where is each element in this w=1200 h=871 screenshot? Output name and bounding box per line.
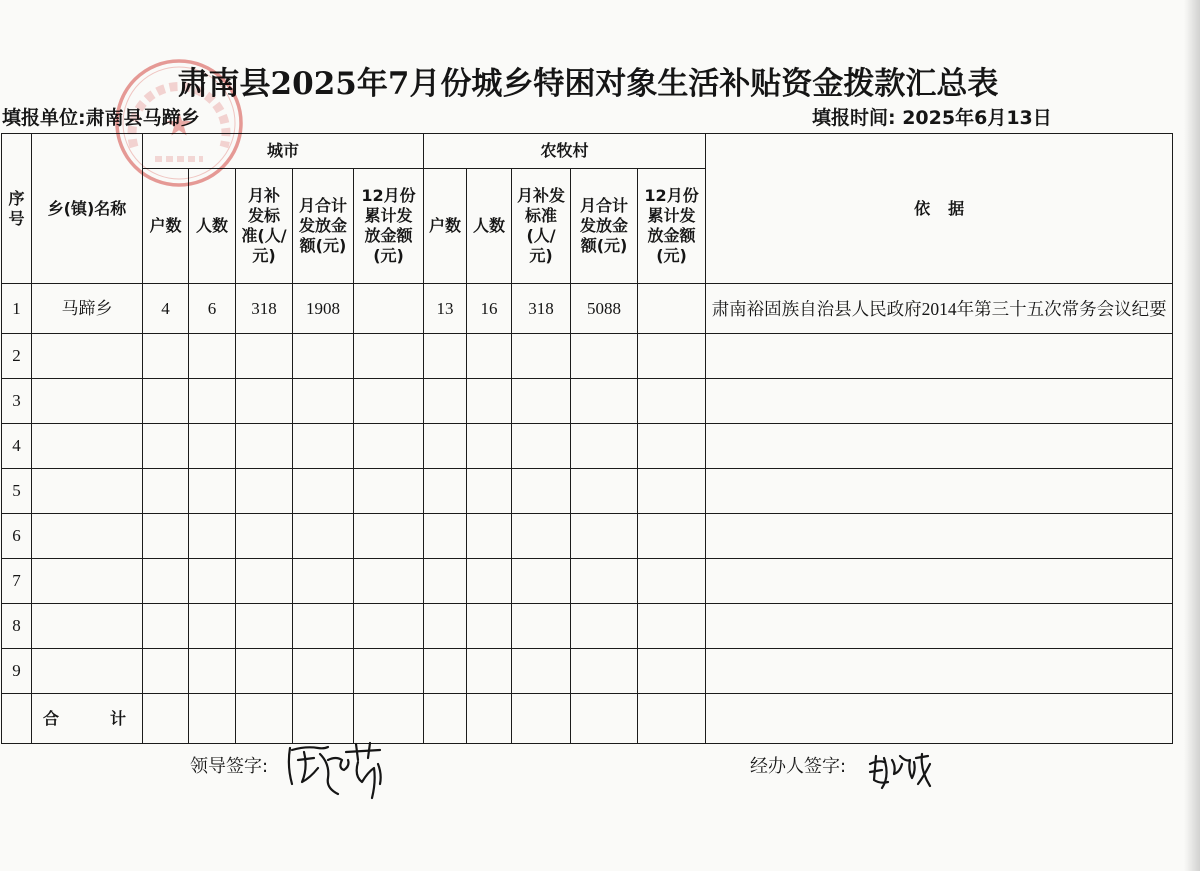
- cell-rural-people: [467, 424, 512, 469]
- cell-city-households: [143, 559, 189, 604]
- cell-basis: [706, 469, 1173, 514]
- cell-rural-cumulative-total: [638, 284, 706, 334]
- cell-city-people: [189, 379, 236, 424]
- scan-edge-shadow: [1184, 0, 1200, 871]
- total-city-households: [143, 694, 189, 744]
- leader-handwritten-signature: [284, 738, 389, 800]
- header-city-monthly-standard-label: 月补发标准(人/元): [241, 186, 287, 265]
- cell-town-name: [32, 334, 143, 379]
- cell-rural-monthly-total: [571, 559, 638, 604]
- cell-rural-monthly-total: [571, 514, 638, 559]
- cell-city-people: 6: [189, 284, 236, 334]
- cell-basis: [706, 559, 1173, 604]
- cell-rural-monthly-standard: [512, 334, 571, 379]
- header-city-cumulative-total-label: 12月份累计发放金额(元): [361, 186, 416, 265]
- header-rural-monthly-standard-label: 月补发标准(人/元): [517, 186, 566, 265]
- header-rural-monthly-total-label: 月合计发放金额(元): [580, 196, 629, 255]
- cell-town-name: [32, 514, 143, 559]
- cell-city-monthly-total: [293, 649, 354, 694]
- cell-town-name: [32, 649, 143, 694]
- cell-city-households: 4: [143, 284, 189, 334]
- cell-rural-monthly-total: [571, 469, 638, 514]
- cell-city-monthly-standard: [236, 379, 293, 424]
- cell-city-people: [189, 469, 236, 514]
- cell-rural-monthly-total: [571, 649, 638, 694]
- cell-rural-people: [467, 559, 512, 604]
- cell-city-cumulative-total: [354, 559, 424, 604]
- cell-basis: [706, 604, 1173, 649]
- cell-basis: [706, 649, 1173, 694]
- cell-city-monthly-total: [293, 334, 354, 379]
- cell-rural-people: [467, 514, 512, 559]
- cell-rural-monthly-standard: [512, 604, 571, 649]
- header-group-rural: 农牧村: [424, 134, 706, 169]
- cell-rural-cumulative-total: [638, 559, 706, 604]
- cell-city-households: [143, 334, 189, 379]
- cell-city-cumulative-total: [354, 649, 424, 694]
- cell-city-people: [189, 649, 236, 694]
- cell-city-households: [143, 604, 189, 649]
- cell-city-cumulative-total: [354, 469, 424, 514]
- cell-rural-monthly-total: [571, 604, 638, 649]
- header-city-cumulative-total: [354, 169, 424, 284]
- cell-seq: 2: [2, 334, 32, 379]
- total-city-monthly-total: [293, 694, 354, 744]
- cell-city-monthly-total: [293, 424, 354, 469]
- total-label-cell: [32, 694, 143, 744]
- table-row: [2, 424, 1173, 469]
- total-seq-cell: [2, 694, 32, 744]
- cell-city-monthly-total: [293, 514, 354, 559]
- cell-city-people: [189, 604, 236, 649]
- header-city-households: 户数: [143, 169, 189, 284]
- cell-city-cumulative-total: [354, 424, 424, 469]
- cell-city-people: [189, 559, 236, 604]
- cell-city-households: [143, 379, 189, 424]
- cell-rural-monthly-total: [571, 379, 638, 424]
- cell-basis: [706, 514, 1173, 559]
- official-seal-stamp: [113, 55, 245, 193]
- cell-city-monthly-standard: [236, 514, 293, 559]
- handler-signature-label: 经办人签字:: [750, 756, 847, 777]
- cell-rural-households: [424, 379, 467, 424]
- cell-city-households: [143, 424, 189, 469]
- cell-rural-households: [424, 649, 467, 694]
- cell-city-monthly-standard: [236, 334, 293, 379]
- cell-rural-monthly-standard: [512, 559, 571, 604]
- cell-rural-monthly-standard: 318: [512, 284, 571, 334]
- cell-rural-monthly-standard: [512, 514, 571, 559]
- cell-seq: 3: [2, 379, 32, 424]
- total-city-people: [189, 694, 236, 744]
- reporting-date: 填报时间: 2025年6月13日: [812, 107, 1052, 129]
- cell-city-monthly-standard: [236, 604, 293, 649]
- header-seq-label: 序号: [8, 188, 25, 228]
- cell-city-people: [189, 514, 236, 559]
- header-rural-monthly-standard: [512, 169, 571, 284]
- cell-seq: 8: [2, 604, 32, 649]
- header-city-monthly-total-label: 月合计发放金额(元): [298, 196, 347, 255]
- cell-rural-households: [424, 559, 467, 604]
- total-city-monthly-standard: [236, 694, 293, 744]
- cell-rural-households: [424, 514, 467, 559]
- cell-city-households: [143, 469, 189, 514]
- header-basis-label: 依据: [914, 198, 983, 218]
- cell-seq: 4: [2, 424, 32, 469]
- header-town-name-label: 乡(镇)名称: [47, 198, 127, 218]
- cell-rural-cumulative-total: [638, 424, 706, 469]
- header-rural-people: 人数: [467, 169, 512, 284]
- table-row: [2, 469, 1173, 514]
- cell-rural-cumulative-total: [638, 379, 706, 424]
- cell-city-monthly-total: [293, 379, 354, 424]
- table-row: [2, 604, 1173, 649]
- cell-rural-households: [424, 604, 467, 649]
- cell-city-people: [189, 424, 236, 469]
- header-basis: [706, 134, 1173, 284]
- cell-rural-monthly-standard: [512, 424, 571, 469]
- cell-town-name: [32, 559, 143, 604]
- table-row: [2, 379, 1173, 424]
- cell-city-monthly-total: [293, 604, 354, 649]
- total-city-cumulative-total: [354, 694, 424, 744]
- reporting-unit: 填报单位:肃南县马蹄乡: [2, 107, 200, 129]
- cell-city-monthly-total: 1908: [293, 284, 354, 334]
- cell-basis: [706, 379, 1173, 424]
- cell-city-cumulative-total: [354, 379, 424, 424]
- header-rural-cumulative-total: [638, 169, 706, 284]
- cell-rural-cumulative-total: [638, 604, 706, 649]
- table-row: [2, 284, 1173, 334]
- cell-seq: 9: [2, 649, 32, 694]
- table-row: [2, 334, 1173, 379]
- cell-rural-people: [467, 379, 512, 424]
- cell-rural-monthly-total: [571, 424, 638, 469]
- cell-city-cumulative-total: [354, 604, 424, 649]
- total-rural-monthly-total: [571, 694, 638, 744]
- header-group-city: 城市: [143, 134, 424, 169]
- header-rural-households: 户数: [424, 169, 467, 284]
- cell-seq: 1: [2, 284, 32, 334]
- handler-handwritten-signature: [866, 750, 934, 792]
- cell-rural-people: 16: [467, 284, 512, 334]
- total-basis: [706, 694, 1173, 744]
- cell-rural-monthly-standard: [512, 379, 571, 424]
- cell-city-monthly-standard: [236, 559, 293, 604]
- cell-city-monthly-standard: [236, 424, 293, 469]
- table-row: [2, 514, 1173, 559]
- cell-rural-households: [424, 334, 467, 379]
- cell-rural-monthly-total: 5088: [571, 284, 638, 334]
- table-row: [2, 559, 1173, 604]
- cell-rural-monthly-standard: [512, 649, 571, 694]
- cell-city-cumulative-total: [354, 334, 424, 379]
- cell-city-people: [189, 334, 236, 379]
- cell-seq: 5: [2, 469, 32, 514]
- cell-city-cumulative-total: [354, 284, 424, 334]
- cell-city-monthly-standard: [236, 649, 293, 694]
- cell-town-name: 马蹄乡: [32, 284, 143, 334]
- cell-basis: [706, 334, 1173, 379]
- cell-city-monthly-standard: [236, 469, 293, 514]
- total-rural-monthly-standard: [512, 694, 571, 744]
- cell-basis: 肃南裕固族自治县人民政府2014年第三十五次常务会议纪要: [706, 284, 1173, 334]
- cell-basis: [706, 424, 1173, 469]
- cell-city-monthly-standard: 318: [236, 284, 293, 334]
- total-rural-people: [467, 694, 512, 744]
- cell-seq: 7: [2, 559, 32, 604]
- cell-rural-cumulative-total: [638, 469, 706, 514]
- header-city-monthly-total: [293, 169, 354, 284]
- cell-rural-households: 13: [424, 284, 467, 334]
- header-seq: [2, 134, 32, 284]
- cell-rural-monthly-standard: [512, 469, 571, 514]
- cell-town-name: [32, 379, 143, 424]
- leader-signature-label: 领导签字:: [190, 756, 269, 777]
- cell-rural-people: [467, 469, 512, 514]
- cell-town-name: [32, 604, 143, 649]
- cell-rural-cumulative-total: [638, 514, 706, 559]
- cell-city-households: [143, 649, 189, 694]
- cell-seq: 6: [2, 514, 32, 559]
- cell-city-households: [143, 514, 189, 559]
- allowance-summary-table: [1, 133, 1173, 744]
- table-row: [2, 649, 1173, 694]
- cell-rural-people: [467, 334, 512, 379]
- cell-rural-households: [424, 424, 467, 469]
- cell-town-name: [32, 424, 143, 469]
- document-title: 肃南县2025年7月份城乡特困对象生活补贴资金拨款汇总表: [177, 66, 999, 102]
- total-row: [2, 694, 1173, 744]
- header-city-people: 人数: [189, 169, 236, 284]
- cell-rural-people: [467, 649, 512, 694]
- total-rural-cumulative-total: [638, 694, 706, 744]
- total-label: 合计: [43, 708, 126, 728]
- header-rural-monthly-total: [571, 169, 638, 284]
- cell-city-monthly-total: [293, 559, 354, 604]
- cell-city-monthly-total: [293, 469, 354, 514]
- cell-town-name: [32, 469, 143, 514]
- cell-rural-people: [467, 604, 512, 649]
- cell-rural-cumulative-total: [638, 334, 706, 379]
- total-rural-households: [424, 694, 467, 744]
- header-rural-cumulative-total-label: 12月份累计发放金额(元): [644, 186, 699, 265]
- cell-rural-monthly-total: [571, 334, 638, 379]
- cell-rural-cumulative-total: [638, 649, 706, 694]
- cell-rural-households: [424, 469, 467, 514]
- cell-city-cumulative-total: [354, 514, 424, 559]
